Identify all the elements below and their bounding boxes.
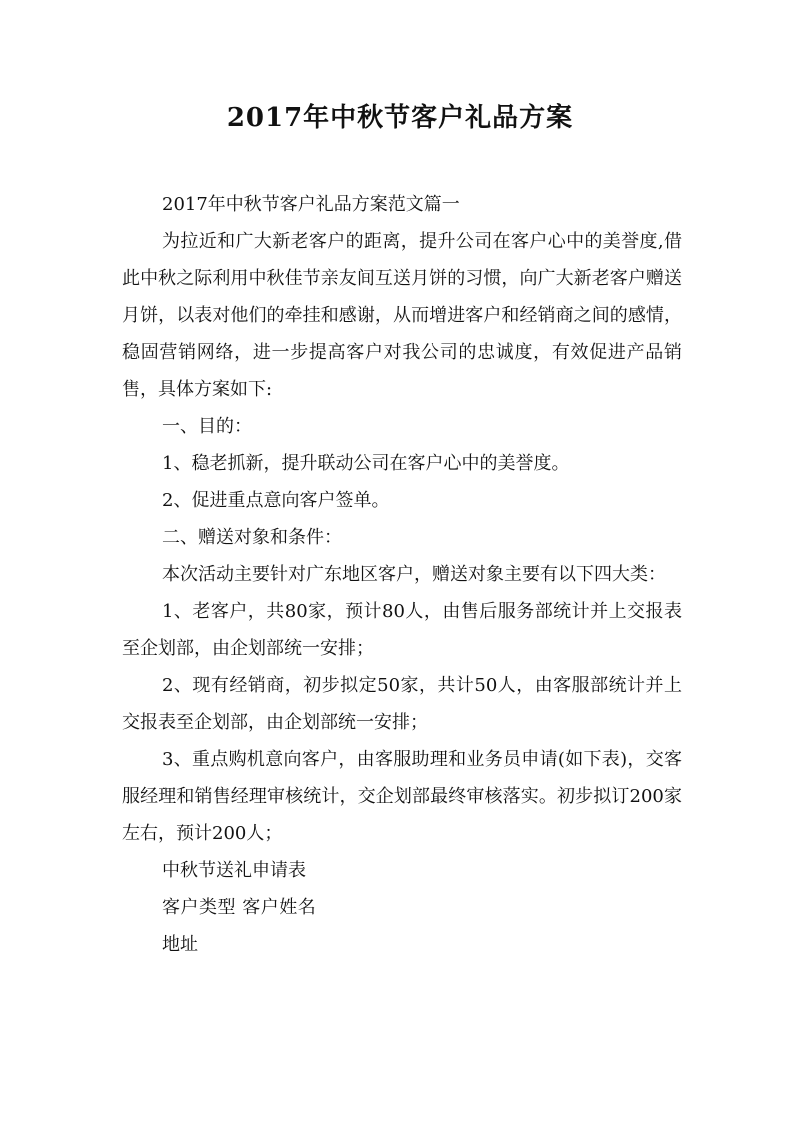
form-columns: 客户类型 客户姓名 [162,897,317,918]
heading-recipients: 二、赠送对象和条件： [162,527,342,548]
paragraph-recipients-3: 3、重点购机意向客户，由客服助理和业务员申请(如下表)，交客服经理和销售经理审核统计，交企划部最终审核落实。初步拟订200家左右，预计200人； [122,749,682,844]
paragraph-intro: 为拉近和广大新老客户的距离，提升公司在客户心中的美誉度,借此中秋之际利用中秋佳节亲友间互送月饼的习惯，向广大新老客户赠送月饼，以表对他们的牵挂和感谢，从而增进客户和经销商之间的感情，稳固营销网络，进一步提高客户对我公司的忠诚度，有效促进产品销售，具体方案如下: [122,231,682,400]
paragraph-recipients-2: 2、现有经销商，初步拟定50家，共计50人，由客服部统计并上交报表至企划部，由企划部统一安排； [122,675,682,733]
form-address: 地址 [162,934,198,955]
paragraph-recipients-1: 1、老客户，共80家，预计80人，由售后服务部统计并上交报表至企划部，由企划部统一安排； [122,601,682,659]
paragraph-purpose-1: 1、稳老抓新，提升联动公司在客户心中的美誉度。 [162,453,570,474]
document-title: 2017年中秋节客户礼品方案 [226,103,574,133]
heading-purpose: 一、目的： [162,416,252,437]
document-body [122,186,682,963]
paragraph-subtitle: 2017年中秋节客户礼品方案范文篇一 [162,194,460,215]
form-title: 中秋节送礼申请表 [162,860,306,881]
paragraph-purpose-2: 2、促进重点意向客户签单。 [162,490,390,511]
paragraph-recipients-intro: 本次活动主要针对广东地区客户，赠送对象主要有以下四大类： [162,564,666,585]
